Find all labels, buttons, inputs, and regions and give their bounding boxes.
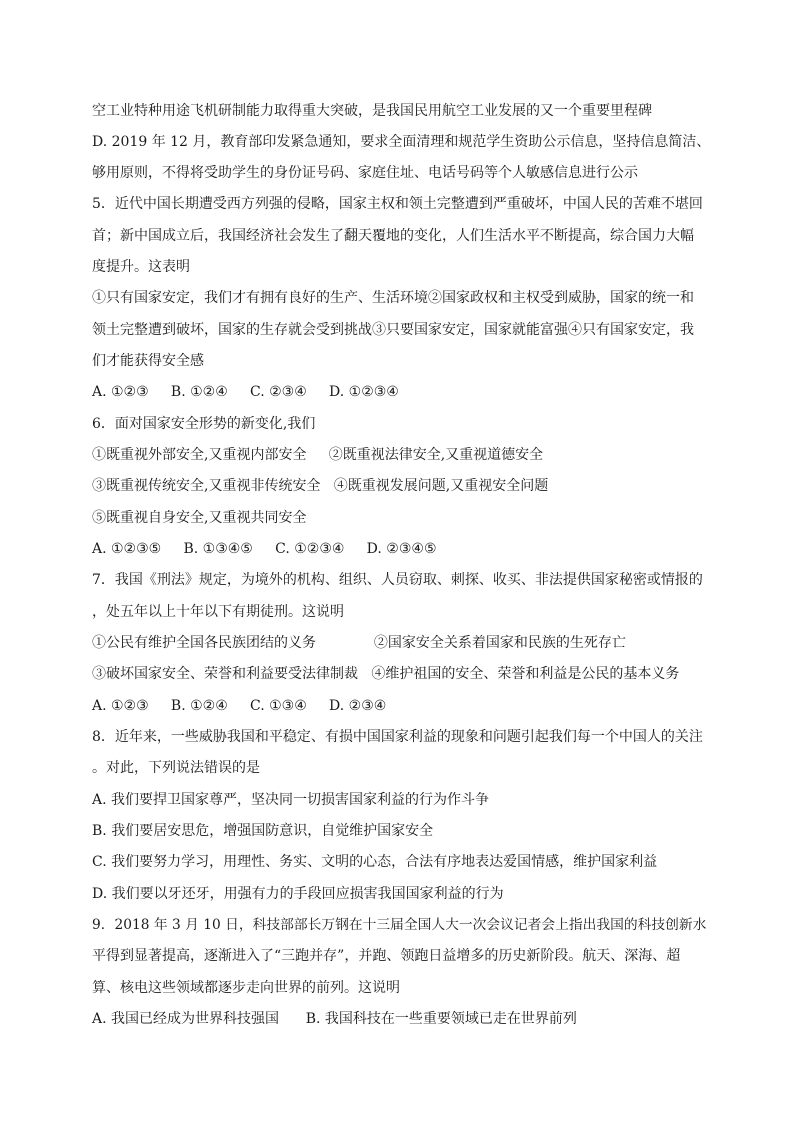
answer-options: A. ①②③ B. ①②④ C. ②③④ D. ①②③④ (92, 384, 399, 400)
text-line: 平得到显著提高，逐渐进入了“三跑并存”，并跑、领跑日益增多的历史新阶段。航天、深海、超 (92, 948, 681, 964)
answer-option: B. 我们要居安思危，增强国防意识，自觉维护国家安全 (92, 823, 434, 839)
text-line: 空工业特种用途飞机研制能力取得重大突破，是我国民用航空工业发展的又一个重要里程碑 (92, 103, 652, 119)
answer-options: A. ①②③⑤ B. ①③④⑤ C. ①②③④ D. ②③④⑤ (92, 541, 437, 557)
text-line: ③既重视传统安全,又重视非传统安全 ④既重视发展问题,又重视安全问题 (92, 478, 549, 494)
question-5-stem: 5．近代中国长期遭受西方列强的侵略，国家主权和领土完整遭到严重破坏，中国人民的苦难不堪回 (92, 196, 703, 212)
text-line: 们才能获得安全感 (92, 353, 204, 369)
text-line: 够用原则，不得将受助学生的身份证号码、家庭住址、电话号码等个人敏感信息进行公示 (92, 165, 638, 181)
text-line: D. 2019 年 12 月，教育部印发紧急通知，要求全面清理和规范学生资助公示信息，坚持信息简洁、 (92, 134, 711, 150)
question-9-stem: 9．2018 年 3 月 10 日，科技部部长万钢在十三届全国人大一次会议记者会上指出我国的科技创新水 (92, 917, 707, 933)
text-line: ①公民有维护全国各民族团结的义务 ②国家安全关系着国家和民族的生死存亡 (92, 635, 626, 651)
text-line: ①只有国家安定，我们才有拥有良好的生产、生活环境②国家政权和主权受到威胁，国家的统一和 (92, 290, 694, 306)
question-7-stem: 7．我国《刑法》规定，为境外的机构、组织、人员窃取、刺探、收买、非法提供国家秘密或情报的 (92, 572, 703, 588)
text-line: 度提升。这表明 (92, 259, 190, 275)
text-line: ①既重视外部安全,又重视内部安全 ②既重视法律安全,又重视道德安全 (92, 447, 544, 463)
text-line: ⑤既重视自身安全,又重视共同安全 (92, 510, 307, 526)
text-line: 首；新中国成立后，我国经济社会发生了翻天覆地的变化，人们生活水平不断提高，综合国力大幅 (92, 228, 694, 244)
text-line: 。对此，下列说法错误的是 (92, 760, 260, 776)
answer-option: D. 我们要以牙还牙，用强有力的手段回应损害我国国家利益的行为 (92, 886, 504, 902)
text-line: 算、核电这些领域都逐步走向世界的前列。这说明 (92, 980, 400, 996)
text-line: 领土完整遭到破坏，国家的生存就会受到挑战③只要国家安定，国家就能富强④只有国家安定，我 (92, 322, 694, 338)
text-line: ，处五年以上十年以下有期徒刑。这说明 (92, 604, 344, 620)
answer-option: C. 我们要努力学习，用理性、务实、文明的心态，合法有序地表达爱国情感，维护国家利益 (92, 854, 658, 870)
text-line: ③破坏国家安全、荣誉和利益要受法律制裁 ④维护祖国的安全、荣誉和利益是公民的基本义务 (92, 666, 680, 682)
question-6-stem: 6．面对国家安全形势的新变化,我们 (92, 416, 316, 432)
answer-option: A. 我们要捍卫国家尊严，坚决同一切损害国家利益的行为作斗争 (92, 792, 490, 808)
question-8-stem: 8．近年来，一些威胁我国和平稳定、有损中国国家利益的现象和问题引起我们每一个中国人的关注 (92, 729, 703, 745)
answer-options: A. 我国已经成为世界科技强国 B. 我国科技在一些重要领域已走在世界前列 (92, 1011, 577, 1027)
answer-options: A. ①②③ B. ①②④ C. ①③④ D. ②③④ (92, 698, 387, 714)
